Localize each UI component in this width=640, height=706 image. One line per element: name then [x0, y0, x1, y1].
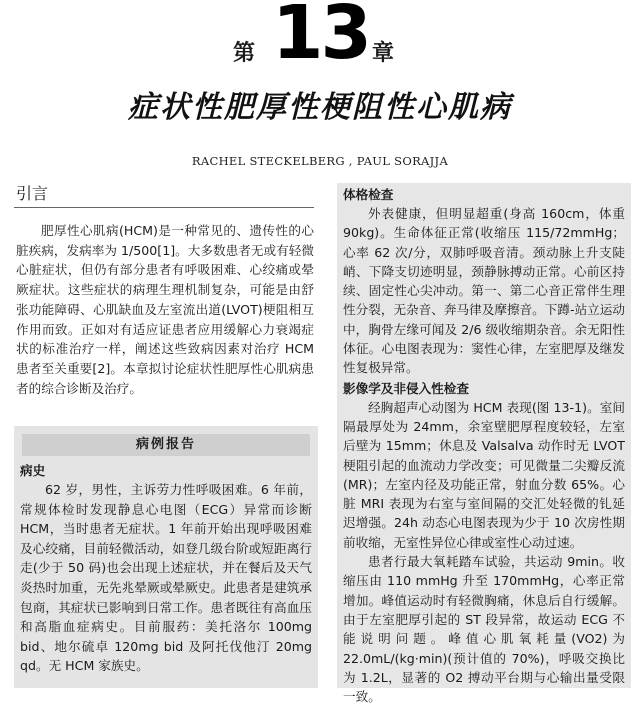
chapter-title: 症状性肥厚性梗阻性心肌病: [128, 90, 512, 125]
intro-paragraph: 肥厚性心肌病(HCM)是一种常见的、遗传性的心脏疾病，发病率为 1/500[1]。大多数患者无或有轻微心脏症状，但仍有部分患者有呼吸困难、心绞痛或晕厥症状。这些症状的病理生理机制复杂，可能是由舒张功能障碍、心肌缺血及左室流出道(LVOT)梗阻相互作用而致。正如对有适应证患者应用缓解心力衰竭症状的标准治疗一样，阐述这些致病因素对治疗 HCM 患者至关重要[2]。本章拟讨论症状性肥厚性心肌病患者的综合诊断及治疗。: [16, 223, 314, 396]
case-report-box: [14, 426, 318, 688]
exam-heading: 体格检查: [343, 187, 394, 202]
history-text-block: [14, 480, 318, 676]
history-text: 62 岁，男性，主诉劳力性呼吸困难。6 年前，常规体检时发现静息心电图（ECG）异常而诊断 HCM，当时患者无症状。1 年前开始出现呼吸困难及心绞痛，目前轻微活动，如登几级台阶或短距离行走(少于 50 码)也会出现上述症状，并在餐后及天气炎热时加重，无先兆晕厥或晕厥史。此患者是建筑承包商，其症状已影响到日常工作。患者既往有高血压和高脂血症病史。目前服药：美托洛尔 100mg bid、地尔硫卓 120mg bid 及阿托伐他汀 20mg qd。无 HCM 家族史。: [20, 482, 312, 674]
chapter-number: 13: [272, 0, 369, 76]
exam-text: 外表健康，但明显超重(身高 160cm，体重 90kg)。生命体征正常(收缩压 115/72mmHg；心率 62 次/分，双肺呼吸音清。颈动脉上升支陡峭、下降支切迹明显，颈静脉搏动正常。心前区持续、固定性心尖冲动。第一、第二心音正常伴生理性分裂，无杂音、奔马律及摩擦音。下蹲-站立运动中，胸骨左缘可闻及 2/6 级收缩期杂音。余无阳性体征。心电图表现为：窦性心律，左室肥厚及继发性复极异常。: [343, 206, 625, 376]
chapter-header: [0, 0, 640, 76]
imaging-text-1: 经胸超声心动图为 HCM 表现(图 13-1)。室间隔最厚处为 24mm，余室壁肥厚程度较轻，左室后壁为 15mm；休息及 Valsalva 动作时无 LVOT 梗阻引起的血流动力学改变；可见微量二尖瓣反流(MR)；左室内径及功能正常，射血分数 65%。心脏 MRI 表现为右室与室间隔的交汇处轻微的钆延迟增强。24h 动态心电图表现为少于 10 次房性期前收缩，无室性异位心律或室性心动过速。: [343, 399, 625, 550]
intro-section: [14, 183, 314, 398]
imaging-text-2: 患者行最大氧耗踏车试验，共运动 9min。收缩压由 110 mmHg 升至 170mmHg，心率正常增加。峰值运动时有轻微胸痛，休息后自行缓解。由于左室肥厚引起的 ST 段异常，故运动 ECG 不能说明问题。峰值心肌氧耗量(VO2)为 22.0mL/(kg·min)(预计值的 70%)，呼吸交换比为 1.2L，显著的 O2 搏动平台期与心输出量受限一致。: [343, 554, 625, 705]
authors: RACHEL STECKELBERG , PAUL SORAJJA: [191, 154, 449, 168]
chapter-suffix: 章: [372, 40, 395, 66]
intro-body: [14, 221, 314, 398]
intro-heading: 引言: [14, 183, 314, 208]
history-heading: 病史: [20, 463, 46, 478]
right-column-box: [337, 183, 631, 705]
imaging-heading: 影像学及非侵入性检查: [343, 380, 469, 396]
case-report-title: 病例报告: [22, 434, 310, 456]
chapter-prefix: 第: [233, 40, 256, 66]
